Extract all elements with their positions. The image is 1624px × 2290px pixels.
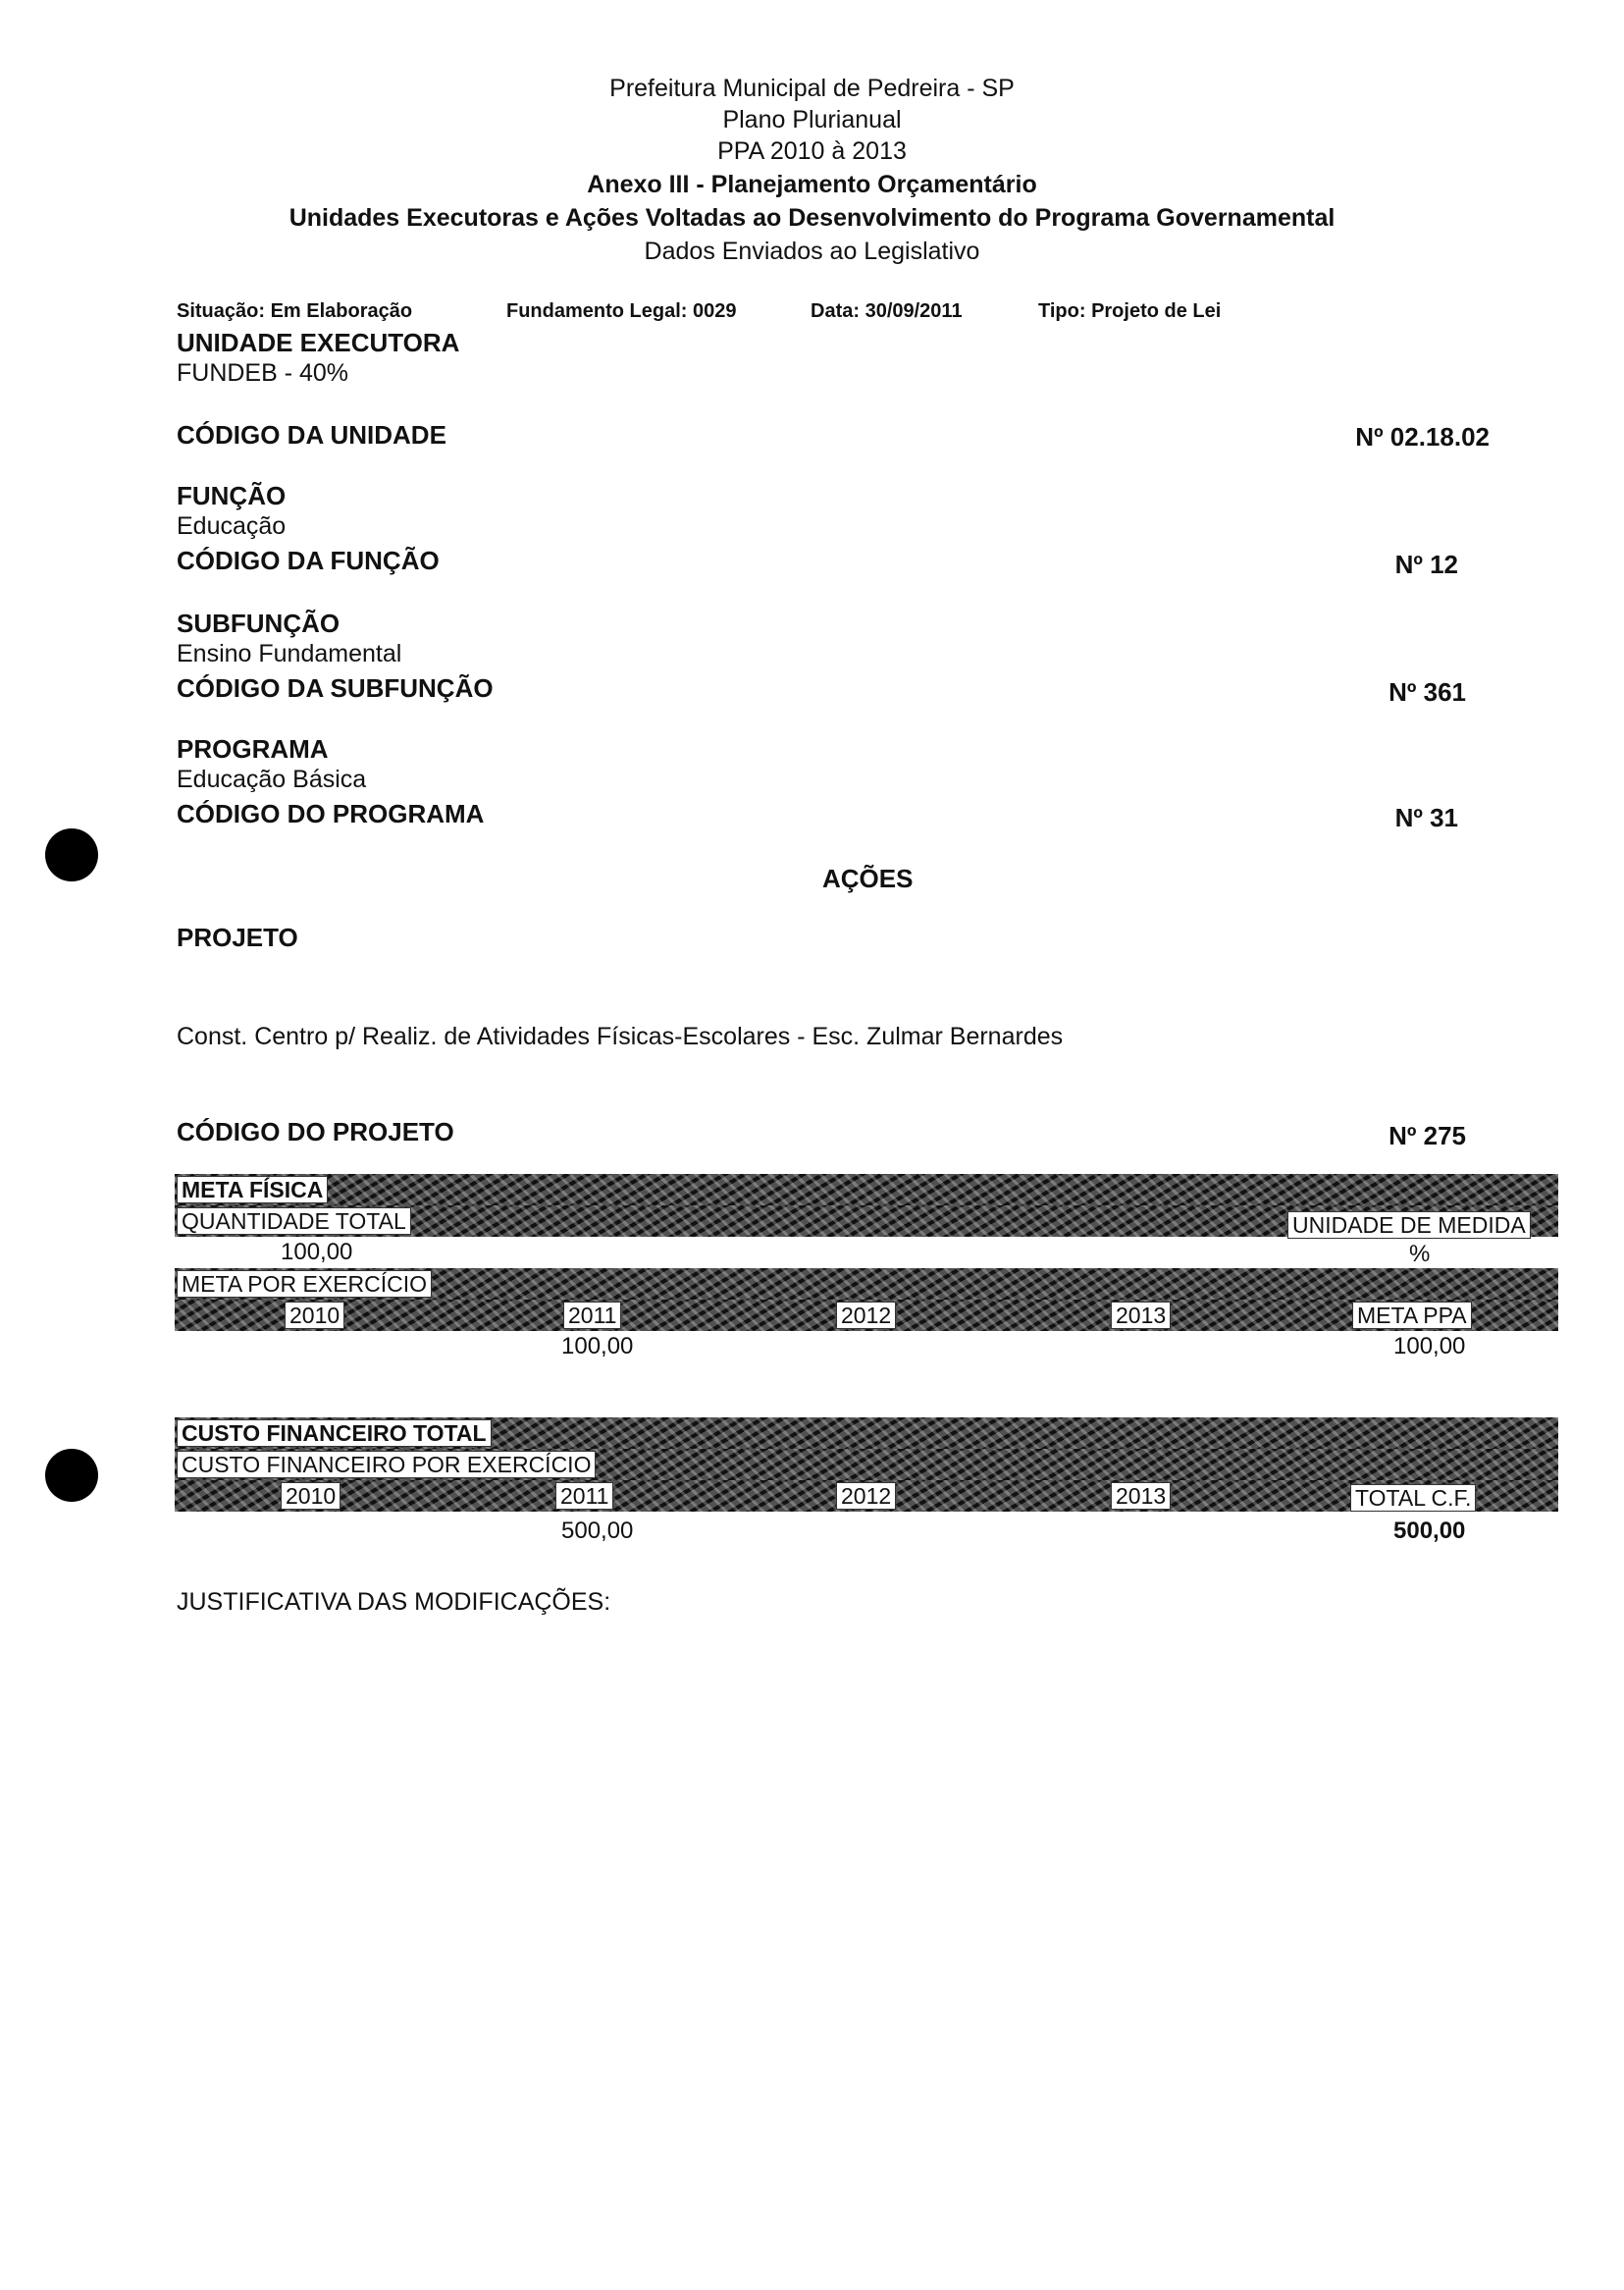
unidade-medida-label: UNIDADE DE MEDIDA [1287,1211,1531,1239]
projeto-label: PROJETO [177,923,298,952]
meta-year-2012: 2012 [836,1302,896,1329]
codigo-funcao-label: CÓDIGO DA FUNÇÃO [177,546,440,575]
header-ppa: PPA 2010 à 2013 [717,137,907,165]
custo-year-2011: 2011 [555,1482,613,1510]
unidade-medida-value: % [1409,1241,1431,1267]
quantidade-total-value: 100,00 [281,1239,353,1265]
custo-year-2013: 2013 [1111,1482,1171,1510]
justificativa-label: JUSTIFICATIVA DAS MODIFICAÇÕES: [177,1588,611,1616]
punch-hole-top [45,828,98,881]
custo-por-exercicio-label: CUSTO FINANCEIRO POR EXERCÍCIO [177,1451,596,1478]
situacao: Situação: Em Elaboração [177,300,413,322]
punch-hole-bottom [45,1449,98,1502]
funcao-label: FUNÇÃO [177,481,287,510]
meta-fisica-title: META FÍSICA [177,1176,328,1203]
codigo-unidade-value: Nº 02.18.02 [1355,422,1490,452]
header-municipality: Prefeitura Municipal de Pedreira - SP [609,75,1015,102]
subfuncao-value: Ensino Fundamental [177,640,402,667]
codigo-funcao-value: Nº 12 [1394,550,1458,579]
subfuncao-label: SUBFUNÇÃO [177,609,341,638]
meta-year-2011: 2011 [563,1302,621,1329]
header-annex: Anexo III - Planejamento Orçamentário [587,171,1037,198]
meta-year-2013: 2013 [1111,1302,1171,1329]
meta-2011-value: 100,00 [561,1333,634,1359]
custo-2011-value: 500,00 [561,1518,634,1544]
fundamento-legal: Fundamento Legal: 0029 [506,300,737,322]
header-plan: Plano Plurianual [722,106,902,133]
codigo-subfuncao-label: CÓDIGO DA SUBFUNÇÃO [177,673,494,703]
total-cf-value: 500,00 [1393,1518,1466,1544]
meta-fisica-band-1 [175,1174,1558,1205]
total-cf-label: TOTAL C.F. [1350,1484,1476,1512]
programa-label: PROGRAMA [177,734,329,764]
codigo-programa-label: CÓDIGO DO PROGRAMA [177,799,485,828]
funcao-value: Educação [177,512,287,540]
unidade-executora-label: UNIDADE EXECUTORA [177,328,460,357]
meta-year-2010: 2010 [285,1302,344,1329]
codigo-projeto-value: Nº 275 [1388,1121,1466,1150]
meta-ppa-value: 100,00 [1393,1333,1466,1359]
quantidade-total-label: QUANTIDADE TOTAL [177,1207,411,1235]
tipo: Tipo: Projeto de Lei [1038,300,1222,322]
projeto-description: Const. Centro p/ Realiz. de Atividades Físicas-Escolares - Esc. Zulmar Bernardes [177,1023,1064,1050]
custo-year-2010: 2010 [281,1482,341,1510]
custo-financeiro-total-title: CUSTO FINANCEIRO TOTAL [177,1419,492,1447]
meta-por-exercicio-label: META POR EXERCÍCIO [177,1270,432,1298]
custo-year-2012: 2012 [836,1482,896,1510]
programa-value: Educação Básica [177,766,367,793]
header-units: Unidades Executoras e Ações Voltadas ao Desenvolvimento do Programa Governamental [288,204,1336,232]
header-data-sent: Dados Enviados ao Legislativo [644,238,980,265]
unidade-executora-value: FUNDEB - 40% [177,359,349,387]
codigo-projeto-label: CÓDIGO DO PROJETO [177,1117,454,1146]
codigo-subfuncao-value: Nº 361 [1388,677,1466,707]
meta-ppa-label: META PPA [1352,1302,1472,1329]
codigo-unidade-label: CÓDIGO DA UNIDADE [177,420,446,450]
data: Data: 30/09/2011 [811,300,963,322]
codigo-programa-value: Nº 31 [1394,803,1458,832]
acoes-title: AÇÕES [822,864,914,893]
